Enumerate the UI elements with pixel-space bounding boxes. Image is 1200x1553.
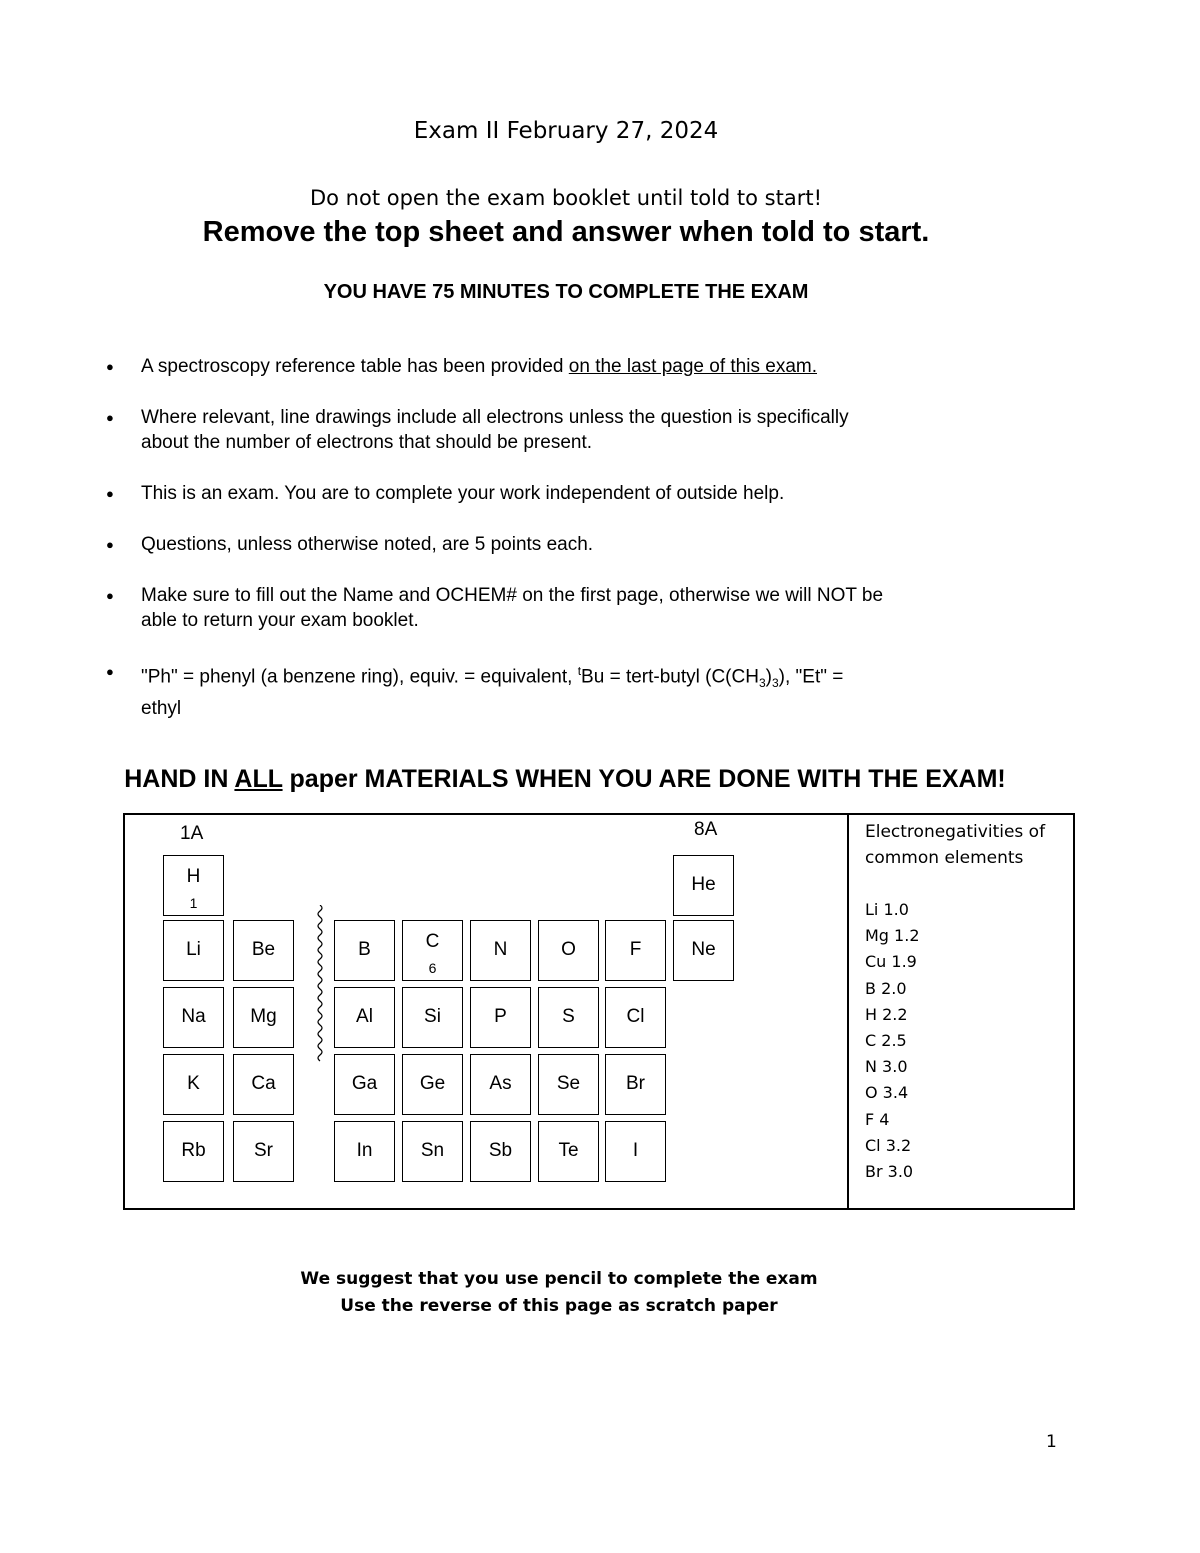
element-symbol: Sb bbox=[488, 1140, 513, 1161]
exam-title: Exam II February 27, 2024 bbox=[413, 118, 719, 144]
element-symbol: B bbox=[358, 939, 371, 960]
element-cell-n bbox=[470, 920, 531, 981]
element-cell-p bbox=[470, 987, 531, 1048]
element-symbol: Na bbox=[181, 1006, 206, 1027]
electronegativity-item: Cl 3.2 bbox=[865, 1135, 912, 1155]
element-symbol: Si bbox=[424, 1006, 441, 1027]
rule-abbreviations: ● "Ph" = phenyl (a benzene ring), equiv. = equivalent, $^t$Bu = tert-butyl $(C(CH_3)_3)$, "Et" = ethyl bbox=[100, 659, 1000, 721]
electronegativity-item: C 2.5 bbox=[865, 1031, 907, 1051]
element-symbol: F bbox=[629, 939, 642, 960]
element-cell-c bbox=[402, 920, 463, 981]
element-cell-te bbox=[538, 1121, 599, 1182]
rule-points: ● Questions, unless otherwise noted, are 5 points each. bbox=[106, 534, 594, 555]
element-symbol: Li bbox=[186, 939, 201, 960]
element-symbol: Al bbox=[356, 1006, 373, 1027]
page-number: 1 bbox=[1046, 1432, 1057, 1452]
element-symbol: K bbox=[187, 1073, 200, 1094]
atomic-number: 6 bbox=[428, 960, 437, 976]
element-symbol: S bbox=[562, 1006, 575, 1027]
element-cell-sr bbox=[233, 1121, 294, 1182]
do-not-open-warning: Do not open the exam booklet until told to start! bbox=[309, 186, 823, 210]
element-cell-cl bbox=[605, 987, 666, 1048]
rule-independent-work: ● This is an exam. You are to complete your work independent of outside help. bbox=[106, 483, 785, 504]
bullet-icon: ● bbox=[106, 359, 114, 374]
electronegativity-item: Cu 1.9 bbox=[865, 952, 917, 972]
wavy-separator-icon bbox=[315, 905, 325, 1065]
element-symbol: I bbox=[632, 1140, 639, 1161]
element-symbol: Ne bbox=[691, 939, 716, 960]
time-limit-notice: YOU HAVE 75 MINUTES TO COMPLETE THE EXAM bbox=[323, 281, 809, 303]
element-symbol: Mg bbox=[250, 1006, 277, 1027]
electronegativity-heading: Electronegativities of common elements bbox=[865, 822, 1046, 868]
electronegativity-item: F 4 bbox=[865, 1109, 890, 1129]
element-cell-li bbox=[163, 920, 224, 981]
element-cell-f bbox=[605, 920, 666, 981]
bullet-icon: ● bbox=[106, 664, 114, 679]
element-symbol: N bbox=[493, 939, 508, 960]
element-cell-se bbox=[538, 1054, 599, 1115]
group-1a-label: 1A bbox=[180, 823, 204, 844]
electronegativity-item: B 2.0 bbox=[865, 978, 907, 998]
electronegativity-item: Br 3.0 bbox=[865, 1162, 914, 1182]
element-symbol: In bbox=[356, 1140, 373, 1161]
element-cell-br bbox=[605, 1054, 666, 1115]
electronegativity-item: H 2.2 bbox=[865, 1004, 908, 1024]
element-symbol: C bbox=[425, 931, 440, 952]
periodic-table-panel bbox=[123, 813, 1075, 1210]
element-cell-mg bbox=[233, 987, 294, 1048]
element-cell-si bbox=[402, 987, 463, 1048]
element-cell-i bbox=[605, 1121, 666, 1182]
bullet-icon: ● bbox=[106, 410, 114, 425]
element-cell-sn bbox=[402, 1121, 463, 1182]
element-symbol: Sr bbox=[254, 1140, 273, 1161]
element-symbol: P bbox=[494, 1006, 507, 1027]
element-cell-sb bbox=[470, 1121, 531, 1182]
element-cell-in bbox=[334, 1121, 395, 1182]
bullet-icon: ● bbox=[106, 537, 114, 552]
element-cell-be bbox=[233, 920, 294, 981]
element-cell-ne bbox=[673, 920, 734, 981]
element-cell-rb bbox=[163, 1121, 224, 1182]
element-cell-o bbox=[538, 920, 599, 981]
remove-top-sheet-instruction: Remove the top sheet and answer when told to start. bbox=[202, 216, 930, 248]
element-symbol: Be bbox=[251, 939, 276, 960]
element-cell-ga bbox=[334, 1054, 395, 1115]
element-cell-al bbox=[334, 987, 395, 1048]
bullet-icon: ● bbox=[106, 588, 114, 603]
element-cell-s bbox=[538, 987, 599, 1048]
element-cell-b bbox=[334, 920, 395, 981]
element-cell-ge bbox=[402, 1054, 463, 1115]
element-symbol: Cl bbox=[626, 1006, 645, 1027]
rule-spectroscopy-table: ● A spectroscopy reference table has been provided on the last page of this exam. bbox=[106, 356, 817, 377]
element-symbol: Rb bbox=[181, 1140, 206, 1161]
exam-rules-list bbox=[100, 354, 1000, 747]
element-cell-na bbox=[163, 987, 224, 1048]
element-symbol: Te bbox=[558, 1140, 579, 1161]
element-symbol: Sn bbox=[420, 1140, 445, 1161]
element-symbol: Se bbox=[556, 1073, 581, 1094]
hand-in-notice: HAND IN ALL paper MATERIALS WHEN YOU ARE DONE WITH THE EXAM! bbox=[124, 765, 1006, 793]
element-symbol: Br bbox=[626, 1073, 645, 1094]
rule-name-ochem: ● Make sure to fill out the Name and OCHEM# on the first page, otherwise we will NOT be able to return your exam booklet. bbox=[106, 585, 884, 631]
element-symbol: Ca bbox=[251, 1073, 276, 1094]
electronegativity-item: O 3.4 bbox=[865, 1083, 909, 1103]
electronegativity-item: Mg 1.2 bbox=[865, 926, 920, 946]
element-cell-ca bbox=[233, 1054, 294, 1115]
electronegativity-list bbox=[865, 897, 920, 1185]
element-cell-as bbox=[470, 1054, 531, 1115]
electronegativity-item: N 3.0 bbox=[865, 1057, 908, 1077]
element-symbol: As bbox=[489, 1073, 512, 1094]
atomic-number: 1 bbox=[189, 895, 198, 911]
group-8a-label: 8A bbox=[694, 819, 718, 840]
panel-divider bbox=[847, 815, 849, 1208]
suggestion-notice: We suggest that you use pencil to complete the exam Use the reverse of this page as scratch paper bbox=[300, 1269, 818, 1316]
bullet-icon: ● bbox=[106, 486, 114, 501]
element-cell-k bbox=[163, 1054, 224, 1115]
element-symbol: Ga bbox=[351, 1073, 378, 1094]
element-symbol: H bbox=[186, 866, 201, 887]
element-symbol: O bbox=[561, 939, 576, 960]
electronegativity-item: Li 1.0 bbox=[865, 900, 909, 919]
last-page-reference: on the last page of this exam. bbox=[568, 356, 817, 377]
rule-line-drawings: ● Where relevant, line drawings include all electrons unless the question is specifically about the number of electrons that should be present. bbox=[106, 407, 849, 453]
element-cell-he bbox=[673, 855, 734, 916]
element-cell-h bbox=[163, 855, 224, 916]
element-symbol: Ge bbox=[419, 1073, 446, 1094]
element-symbol: He bbox=[691, 874, 716, 895]
